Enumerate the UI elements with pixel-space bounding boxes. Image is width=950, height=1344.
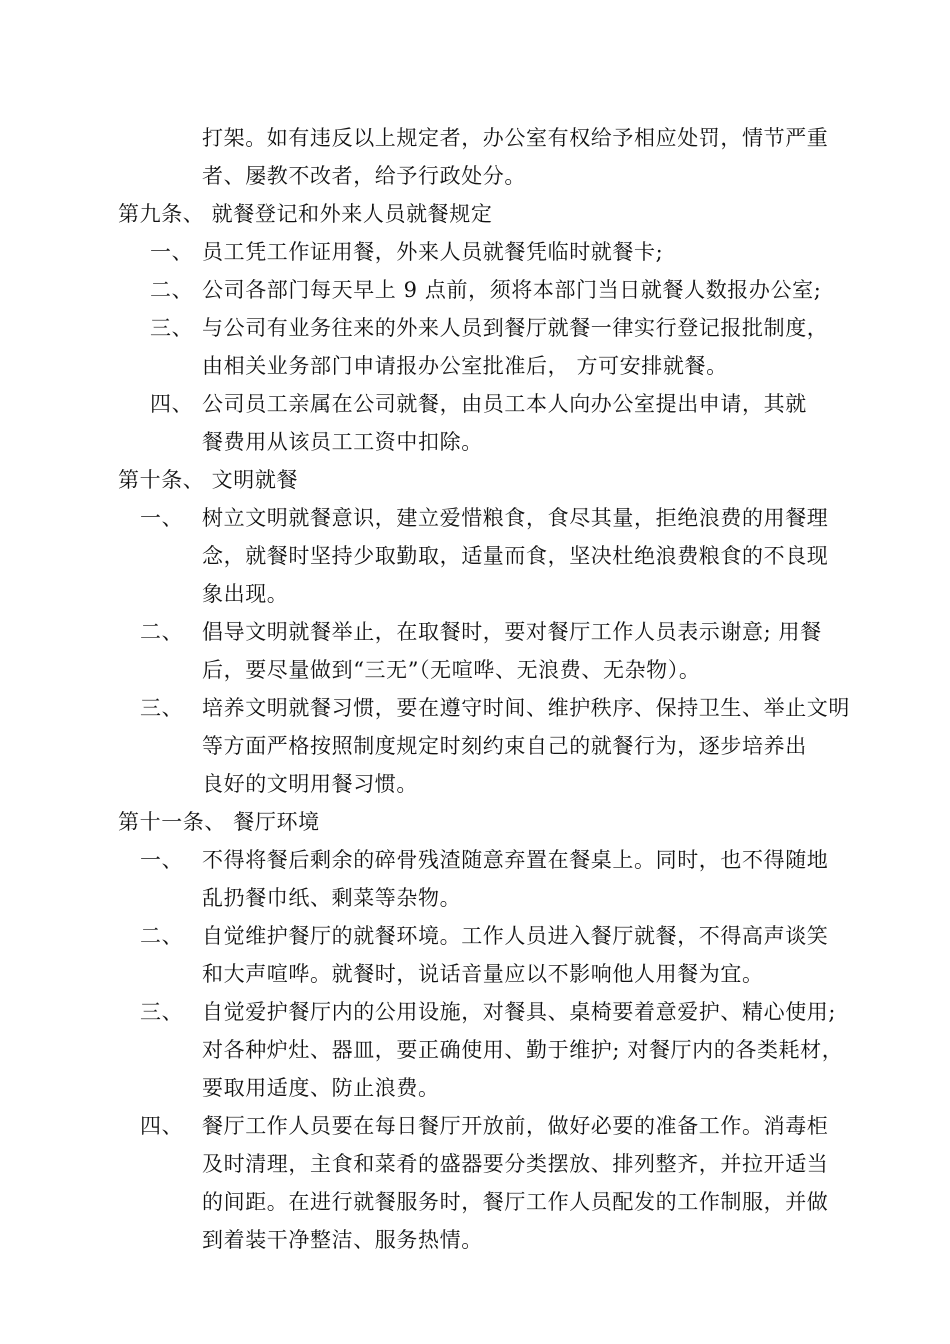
item-line: 树立文明就餐意识，建立爱惜粮食，食尽其量，拒绝浪费的用餐理 [202, 506, 829, 530]
item-line: 念，就餐时坚持少取勤取，适量而食，坚决杜绝浪费粮食的不良现 [202, 544, 829, 568]
item-line: 自觉爱护餐厅内的公用设施，对餐具、桌椅要着意爱护、精心使用; [202, 1000, 837, 1024]
item-line: 乱扔餐巾纸、剩菜等杂物。 [202, 886, 462, 910]
item-number: 一、 [140, 506, 184, 530]
item-number: 一、 [140, 848, 184, 872]
item-line: 倡导文明就餐举止，在取餐时，要对餐厅工作人员表示谢意; 用餐 [202, 620, 822, 644]
item-line: 与公司有业务往来的外来人员到餐厅就餐一律实行登记报批制度， [202, 316, 829, 340]
item-line: 培养文明就餐习惯，要在遵守时间、维护秩序、保持卫生、举止文明 [202, 696, 850, 720]
item-line: 的间距。在进行就餐服务时，餐厅工作人员配发的工作制服，并做 [202, 1190, 829, 1214]
item-line: 对各种炉灶、器皿，要正确使用、勤于维护; 对餐厅内的各类耗材， [202, 1038, 844, 1062]
item-line: 及时清理，主食和菜肴的盛器要分类摆放、排列整齐，并拉开适当 [202, 1152, 829, 1176]
item-line: 后，要尽量做到“三无”（无喧哗、无浪费、无杂物）。 [202, 658, 701, 682]
item-line: 象出现。 [202, 582, 289, 606]
item-line: 由相关业务部门申请报办公室批准后， 方可安排就餐。 [202, 354, 728, 378]
item-line: 公司各部门每天早上 9 点前，须将本部门当日就餐人数报办公室; [202, 278, 822, 302]
item-line: 和大声喧哗。就餐时，说话音量应以不影响他人用餐为宜。 [202, 962, 764, 986]
item-number: 二、 [140, 924, 184, 948]
item-number: 三、 [150, 316, 194, 340]
item-line: 良好的文明用餐习惯。 [202, 772, 418, 796]
item-number: 三、 [140, 1000, 184, 1024]
item-number: 四、 [140, 1114, 184, 1138]
section-heading: 第十条、 文明就餐 [118, 468, 299, 492]
item-line: 公司员工亲属在公司就餐，由员工本人向办公室提出申请，其就 [202, 392, 807, 416]
continuation-line: 者、屡教不改者，给予行政处分。 [202, 164, 526, 188]
item-line: 要取用适度、防止浪费。 [202, 1076, 440, 1100]
item-line: 员工凭工作证用餐，外来人员就餐凭临时就餐卡; [202, 240, 664, 264]
item-number: 一、 [150, 240, 194, 264]
item-number: 四、 [150, 392, 194, 416]
item-line: 不得将餐后剩余的碎骨残渣随意弃置在餐桌上。同时，也不得随地 [202, 848, 829, 872]
section-heading: 第九条、 就餐登记和外来人员就餐规定 [118, 202, 493, 226]
item-number: 三、 [140, 696, 184, 720]
item-line: 自觉维护餐厅的就餐环境。工作人员进入餐厅就餐，不得高声谈笑 [202, 924, 829, 948]
item-line: 等方面严格按照制度规定时刻约束自己的就餐行为，逐步培养出 [202, 734, 807, 758]
section-heading: 第十一条、 餐厅环境 [118, 810, 320, 834]
continuation-line: 打架。如有违反以上规定者，办公室有权给予相应处罚，情节严重 [202, 126, 829, 150]
item-line: 餐费用从该员工工资中扣除。 [202, 430, 483, 454]
item-number: 二、 [140, 620, 184, 644]
item-line: 餐厅工作人员要在每日餐厅开放前，做好必要的准备工作。消毒柜 [202, 1114, 829, 1138]
item-number: 二、 [150, 278, 194, 302]
item-line: 到着装干净整洁、服务热情。 [202, 1228, 483, 1252]
